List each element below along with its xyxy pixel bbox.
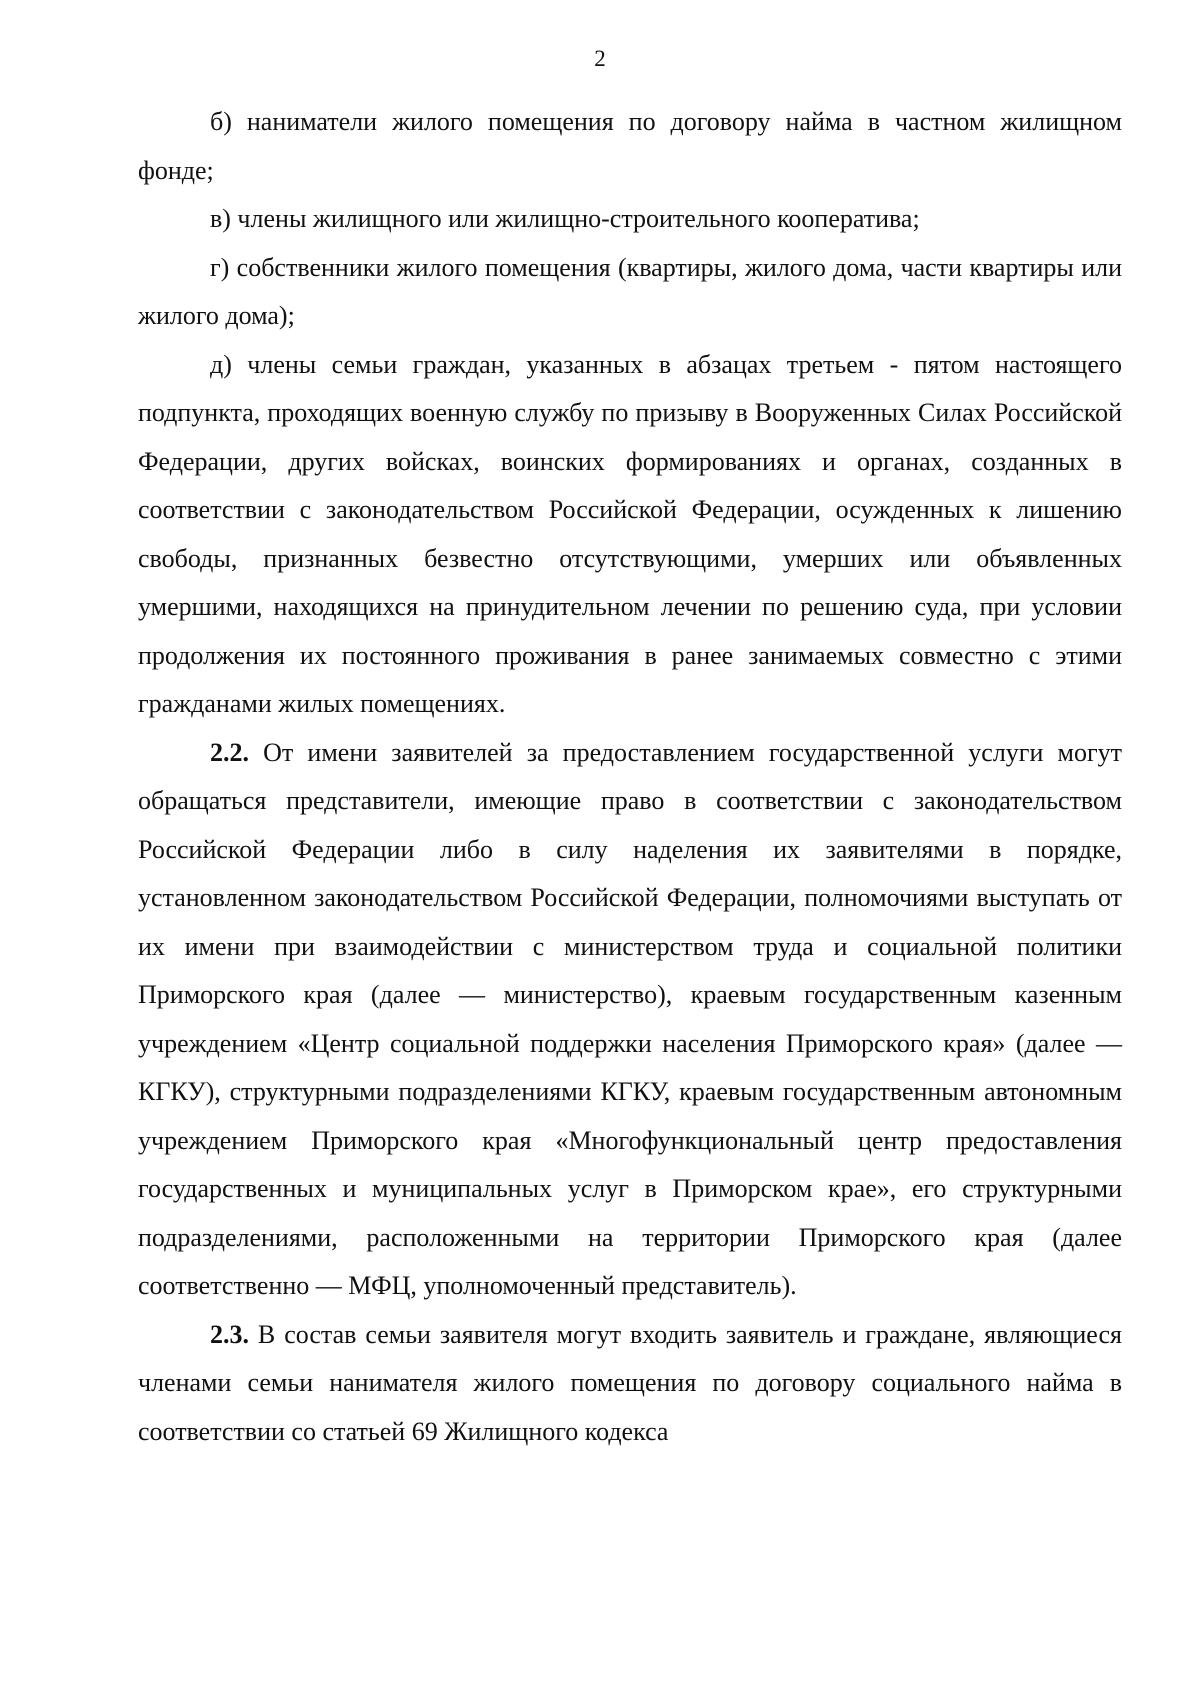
section-number: 2.3. [210,1319,249,1349]
paragraph-item-g [138,244,1122,341]
page-number: 2 [594,46,606,71]
paragraph-text: В состав семьи заявителя могут входить заявитель и граждане, являющиеся членами семьи нанимателя жилого помещения по договору социального найма в соответствии со статьей 69 Жилищного кодекса [138,1319,1122,1446]
paragraph-text: г) собственники жилого помещения (квартиры, жилого дома, части квартиры или жилого дома); [138,252,1122,330]
paragraph-item-d [138,341,1122,729]
paragraph-section-2-2 [138,729,1122,1311]
paragraph-item-b [138,98,1122,195]
paragraph-text: б) наниматели жилого помещения по договору найма в частном жилищном фонде; [138,107,1122,185]
paragraph-text: От имени заявителей за предоставлением государственной услуги могут обращаться представители, имеющие право в соответствии с законодательством Российской Федерации либо в силу наделения их заявителями в порядке, установленном законодательством Российской Федерации, полномочиями выступать от их имени при взаимодействии с министерством труда и социальной политики Приморского края (далее — министерство), краевым государственным казенным учреждением «Центр социальной поддержки населения Приморского края» (далее — КГКУ), структурными подразделениями КГКУ, краевым государственным автономным учреждением Приморского края «Многофункциональный центр предоставления государственных и муниципальных услуг в Приморском крае», его структурными подразделениями, расположенными на территории Приморского края (далее соответственно — МФЦ, уполномоченный представитель). [138,737,1122,1300]
section-number: 2.2. [210,737,249,767]
paragraph-text: в) члены жилищного или жилищно-строительного кооператива; [210,204,920,233]
paragraph-item-v [138,195,1122,244]
paragraph-text: д) члены семьи граждан, указанных в абзацах третьем - пятом настоящего подпункта, проходящих военную службу по призыву в Вооруженных Силах Российской Федерации, других войсках, воинских формированиях и органах, созданных в соответствии с законодательством Российской Федерации, осужденных к лишению свободы, признанных безвестно отсутствующими, умерших или объявленных умершими, находящихся на принудительном лечении по решению суда, при условии продолжения их постоянного проживания в ранее занимаемых совместно с этими гражданами жилых помещениях. [138,349,1122,718]
paragraph-section-2-3 [138,1311,1122,1457]
document-body [138,98,1122,1456]
